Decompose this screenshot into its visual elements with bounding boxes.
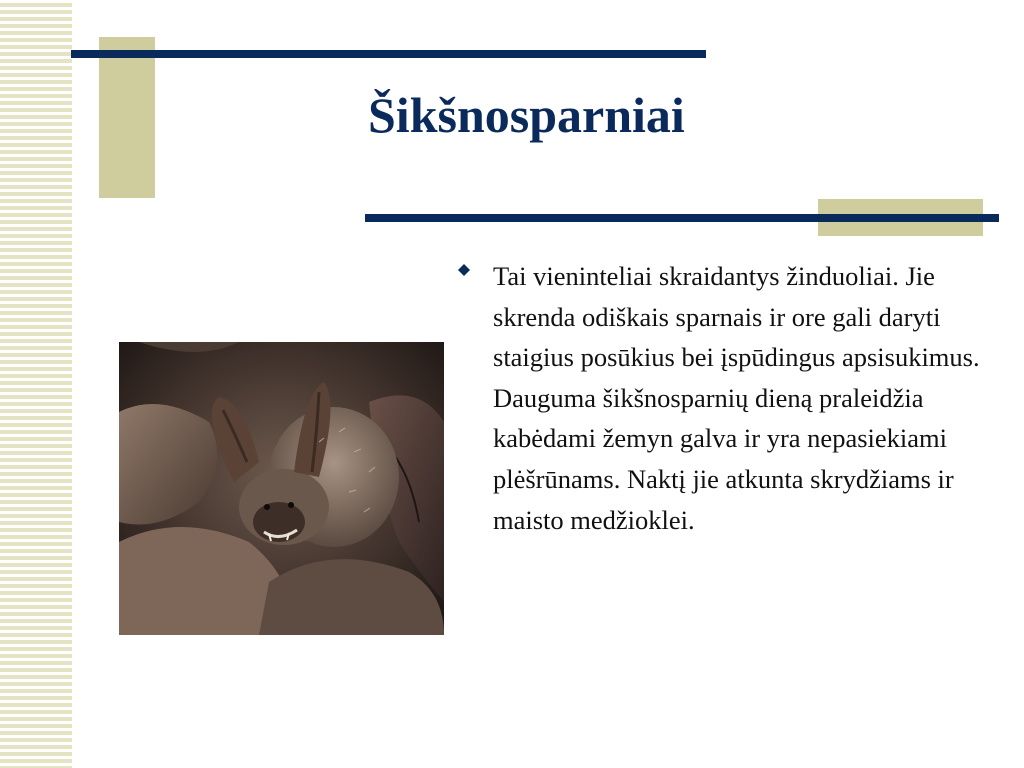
diamond-bullet-icon — [458, 264, 470, 276]
decorative-stripes — [0, 0, 72, 768]
bat-photo — [119, 342, 444, 635]
bullet-text: Tai vieninteliai skraidantys žinduoliai. Jie skrenda odiškais sparnais ir ore gali daryti staigius posūkius bei įspūdingus apsisukimus. Dauguma šikšnosparnių dieną praleidžia kabėdami žemyn galva ir yra nepasiekiami plėšrūnams. Naktį jie atkunta skrydžiams ir maisto medžioklei. — [493, 261, 980, 535]
title-rule-top — [71, 50, 706, 58]
slide-title: Šikšnosparniai — [368, 87, 685, 143]
decorative-block-top — [99, 37, 155, 198]
bat-photo-icon — [119, 342, 444, 635]
title-rule-bottom — [365, 214, 999, 222]
bullet-item — [458, 256, 988, 540]
